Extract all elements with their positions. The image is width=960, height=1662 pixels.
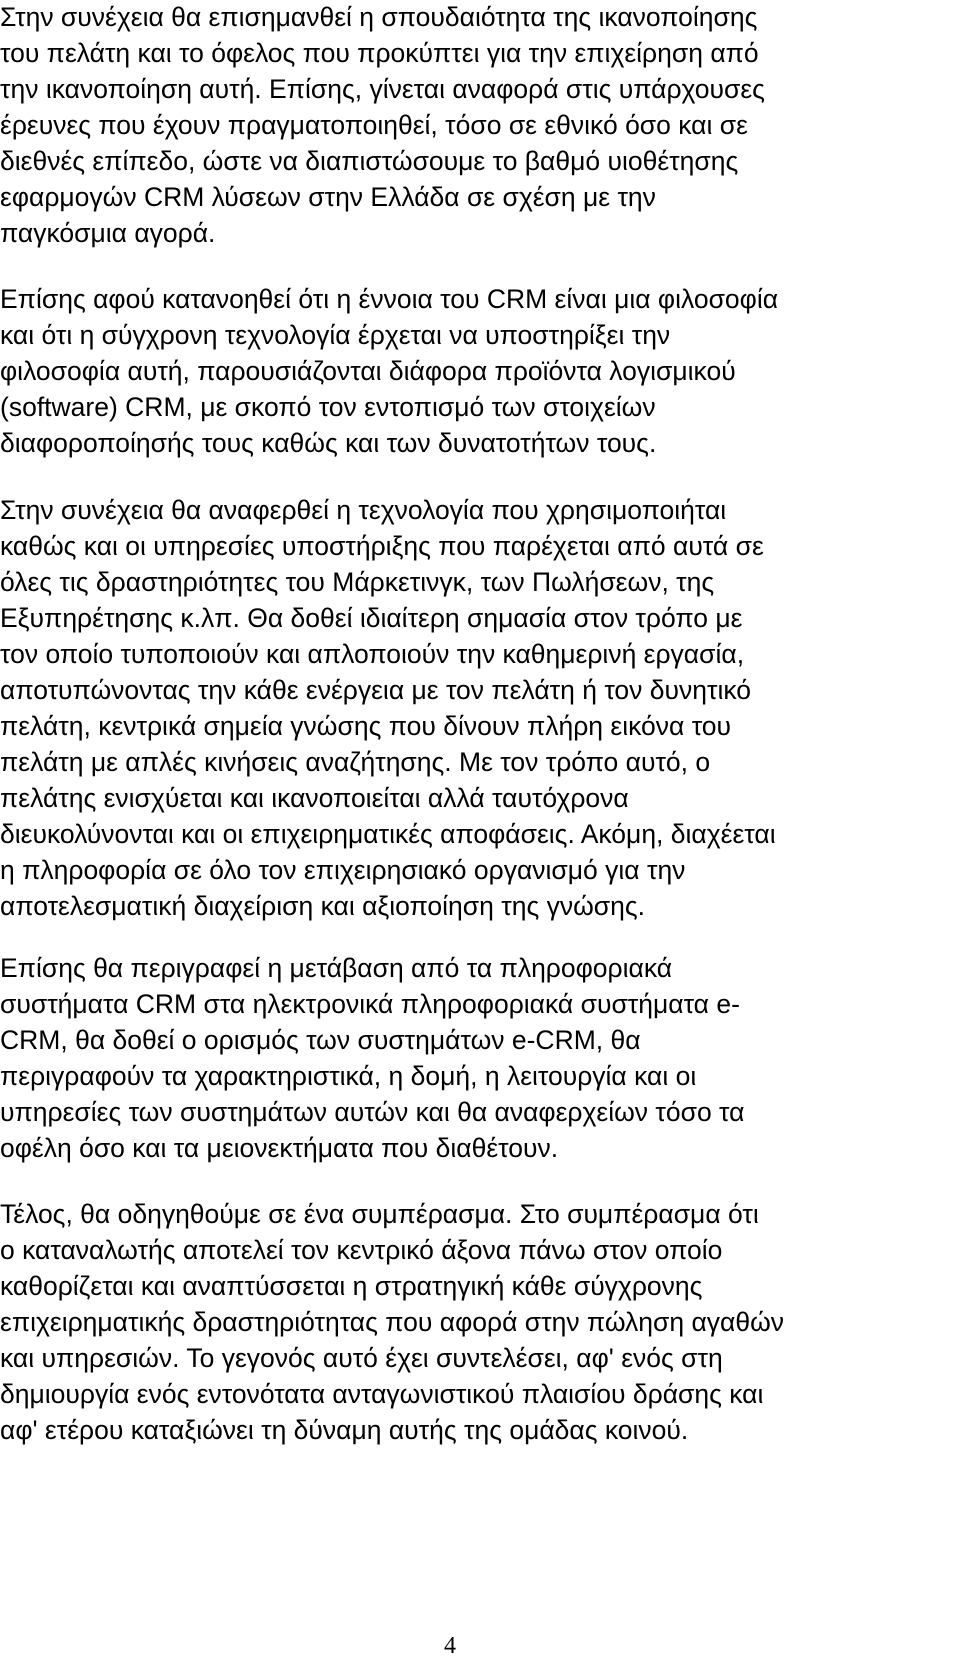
text-line: υπηρεσίες των συστημάτων αυτών και θα αναφερχείων τόσο τα (0, 1097, 745, 1127)
text-line: Στην συνέχεια θα αναφερθεί η τεχνολογία που χρησιμοποιήται (0, 495, 727, 525)
text-line: πελάτη, κεντρικά σημεία γνώσης που δίνουν πλήρη εικόνα του (0, 711, 732, 741)
text-line: παγκόσμια αγορά. (0, 218, 216, 248)
text-line: Επίσης θα περιγραφεί η μετάβαση από τα πληροφοριακά (0, 953, 673, 983)
text-line: αφ' ετέρου καταξιώνει τη δύναμη αυτής της ομάδας κοινού. (0, 1415, 689, 1445)
page-number: 4 (444, 1633, 456, 1659)
text-line: πελάτης ενισχύεται και ικανοποιείται αλλά ταυτόχρονα (0, 783, 629, 813)
text-line: και ότι η σύγχρονη τεχνολογία έρχεται να υποστηρίξει την (0, 320, 671, 350)
text-line: καθώς και οι υπηρεσίες υποστήριξης που παρέχεται από αυτά σε (0, 531, 764, 561)
text-line: όλες τις δραστηριότητες του Μάρκετινγκ, των Πωλήσεων, της (0, 567, 715, 597)
text-line: τον οποίο τυποποιούν και απλοποιούν την καθημερινή εργασία, (0, 639, 745, 669)
text-line: φιλοσοφία αυτή, παρουσιάζονται διάφορα προϊόντα λογισμικού (0, 356, 736, 386)
text-line: δημιουργία ενός εντονότατα ανταγωνιστικού πλαισίου δράσης και (0, 1379, 764, 1409)
text-line: διεθνές επίπεδο, ώστε να διαπιστώσουμε το βαθμό υιοθέτησης (0, 146, 739, 176)
text-line: (software) CRM, με σκοπό τον εντοπισμό των στοιχείων (0, 392, 656, 422)
text-line: την ικανοποίηση αυτή. Επίσης, γίνεται αναφορά στις υπάρχουσες (0, 74, 765, 104)
text-line: του πελάτη και το όφελος που προκύπτει για την επιχείρηση από (0, 38, 759, 68)
text-line: εφαρμογών CRM λύσεων στην Ελλάδα σε σχέση με την (0, 182, 656, 212)
text-line: Επίσης αφού κατανοηθεί ότι η έννοια του CRM είναι μια φιλοσοφία (0, 284, 779, 314)
text-line: ο καταναλωτής αποτελεί τον κεντρικό άξονα πάνω στον οποίο (0, 1235, 723, 1265)
text-line: οφέλη όσο και τα μειονεκτήματα που διαθέτουν. (0, 1133, 559, 1163)
text-line: διευκολύνονται και οι επιχειρηματικές αποφάσεις. Ακόμη, διαχέεται (0, 819, 776, 849)
text-line: Στην συνέχεια θα επισημανθεί η σπουδαιότητα της ικανοποίησης (0, 2, 758, 32)
text-line: CRM, θα δοθεί ο ορισμός των συστημάτων e-CRM, θα (0, 1025, 641, 1055)
text-line: περιγραφούν τα χαρακτηριστικά, η δομή, η λειτουργία και οι (0, 1061, 697, 1091)
text-line: αποτελεσματική διαχείριση και αξιοποίηση της γνώσης. (0, 891, 645, 921)
text-line: αποτυπώνοντας την κάθε ενέργεια με τον πελάτη ή τον δυνητικό (0, 675, 752, 705)
text-line: και υπηρεσιών. Το γεγονός αυτό έχει συντελέσει, αφ' ενός στη (0, 1343, 723, 1373)
text-line: επιχειρηματικής δραστηριότητας που αφορά στην πώληση αγαθών (0, 1307, 785, 1337)
text-line: συστήματα CRM στα ηλεκτρονικά πληροφοριακά συστήματα e- (0, 989, 740, 1019)
text-line: καθορίζεται και αναπτύσσεται η στρατηγική κάθε σύγχρονης (0, 1271, 703, 1301)
text-line: Εξυπηρέτησης κ.λπ. Θα δοθεί ιδιαίτερη σημασία στον τρόπο με (0, 603, 743, 633)
text-line: Τέλος, θα οδηγηθούμε σε ένα συμπέρασμα. Στο συμπέρασμα ότι (0, 1199, 759, 1229)
text-line: έρευνες που έχουν πραγματοποιηθεί, τόσο σε εθνικό όσο και σε (0, 110, 748, 140)
text-line: η πληροφορία σε όλο τον επιχειρησιακό οργανισμό για την (0, 855, 686, 885)
text-line: διαφοροποίησής τους καθώς και των δυνατοτήτων τους. (0, 428, 657, 458)
text-line: πελάτη με απλές κινήσεις αναζήτησης. Με τον τρόπο αυτό, ο (0, 747, 711, 777)
